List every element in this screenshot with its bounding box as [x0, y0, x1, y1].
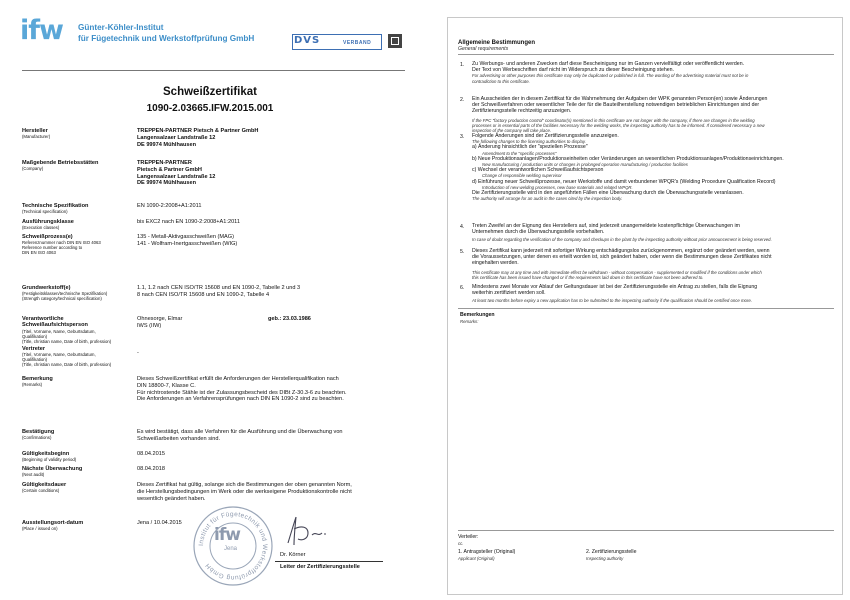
- institute-name-line1: Günter-Köhler-Institut: [78, 23, 164, 32]
- signatory-name: Dr. Körner: [280, 552, 306, 558]
- stamp-ifw: ifw: [214, 525, 240, 545]
- welding-supervisor-value: Ohnesorge, Elmar IWS (IIW): [137, 316, 183, 329]
- base-material-value: 1.1, 1.2 nach CEN ISO/TR 15608 und EN 1090-2, Tabelle 2 und 3 8 nach CEN ISO/TR 15608 und EN 1090-2, Tabelle 4: [137, 285, 301, 298]
- label-execution-class: Ausführungsklasse (Execution classes): [22, 219, 74, 231]
- label-manufacturer: Hersteller (Manufacturer): [22, 128, 51, 140]
- label-place-date: Ausstellungsort-datum (Place / issued on): [22, 520, 84, 532]
- validity-start-value: 08.04.2015: [137, 451, 165, 457]
- deputy-value: -: [137, 350, 139, 356]
- label-welding-processes: Schweißprozess(e) Referenznummer nach DIN EN ISO 4063 Reference number according to DIN EN ISO 4063: [22, 234, 101, 256]
- stamp-city: Jena: [224, 546, 238, 552]
- company-value: TREPPEN-PARTNER Pietsch & Partner GmbH Langensalzaer Landstraße 12 DE 99974 Mühlhausen: [137, 160, 216, 187]
- ifw-logo: ifw: [20, 15, 63, 46]
- distribution-authority-en: Inspecting authority: [586, 556, 624, 561]
- label-technical-specification: Technische Spezifikation (Technical specification): [22, 203, 89, 215]
- certificate-page: ifw Günter-Köhler-Institut für Fügetechnik und Werkstoffprüfung GmbH DVS VERBAND Schweißzertifikat 1090-2.03665.IFW.2015.001 Hersteller (Manufacturer) TREPPEN-PARTNER Pietsch & Partner GmbH Langensalzaer Landstraße 12 DE 99974 Mühlhausen Maßgebende Betriebsstätten (Company) TREPPEN-PARTNER Pietsch & Partner GmbH Langensalzaer Landstraße 12 DE 99974 Mühlhausen Technische Spezifikation (Technical specification) EN 1090-2:2008+A1:2011 Ausführungsklasse (Execution classes) bis EXC2 nach EN 1090-2:2008+A1:2011 Schweißprozess(e) Referenznummer nach DIN EN ISO 4063 Reference number according to DIN EN ISO 4063 135 - Metall-Aktivgasschweißen (MAG) 141 - Wolfram-Inertgasschweißen (WIG) Grundwerkstoff(e) (Festigkeitsklassen/technische Spezifikation) (Strength category/technical specification) 1.1, 1.2 nach CEN ISO/TR 15608 und EN 1090-2, Tabelle 2 und 3 8 nach CEN ISO/TR 15608 und EN 1090-2, Tabelle 4 Verantwortliche Schweißaufsichtsperson (Titel, Vorname, Name, Geburtsdatum, Qualifikation) (Title, christian name, Date of birth, profession) Ohnesorge, Elmar IWS (IIW) geb.: 23.03.1986 Vertreter (Titel, Vorname, Name, Geburtsdatum, Qualifikation) (Title, christian name, Date of birth, profession) - Bemerkung (Remarks) Dieses Schweißzertifikat erfüllt die Anforderungen der Herstellerqualifikation nach DIN 18800-7, Klasse C. Für nichtrostende Stähle ist der Zulassungsbescheid des DIBt Z-30.3-6 zu beachten. Die Anforderungen an Verfahrensprüfungen nach DIN EN 1090-2 sind zu beachten. Bestätigung (Confirmations) Es wird bestätigt, dass alle Verfahren für die Ausführung und die Überwachung von Schweißarbeiten vorhanden sind. Gültigkeitsbeginn (Beginning of validity period) 08.04.2015 Nächste Überwachung (Next audit) 08.04.2018 Gültigkeitsdauer (Certain conditions) Dieses Zertifikat hat gültig, solange sich die Bestimmungen der oben genannten Norm, die Herstellungsbedingungen im Werk oder die werkseigene Produktionskontrolle nicht wesentlich geändert haben. Ausstellungsort-datum (Place / issued on) Jena / 10.04.2015 Institut für Fügetechnik und Werkstoffprüfung GmbH ifw Jena Dr. Körner Leiter der Zertifizierungsstelle: [0, 0, 420, 600]
- remarks-heading: Bemerkungen: [460, 312, 495, 318]
- requirements-heading-en: General requirements: [458, 46, 509, 52]
- label-validity-start: Gültigkeitsbeginn (Beginning of validity period): [22, 451, 77, 463]
- certificate-title: Schweißzertifikat: [163, 86, 257, 98]
- distribution-authority: 2. Zertifizierungsstelle: [586, 549, 637, 555]
- signature-mark: [282, 513, 332, 549]
- requirements-heading: Allgemeine Bestimmungen: [458, 40, 536, 46]
- next-audit-value: 08.04.2018: [137, 466, 165, 472]
- validity-duration-value: Dieses Zertifikat hat gültig, solange sich die Bestimmungen der oben genannten Norm, die Herstellungsbedingungen im Werk oder die werkseigene Produktionskontrolle nicht wesentlich geändert haben.: [137, 482, 352, 502]
- svg-text:Institut für Fügetechnik und W: Institut für Fügetechnik und Werkstoffprüfung GmbH: [197, 510, 269, 582]
- label-welding-supervisor: Verantwortliche Schweißaufsichtsperson (Titel, Vorname, Name, Geburtsdatum, Qualifikation) (Title, christian name, Date of birth, profession): [22, 316, 112, 344]
- distribution-applicant: 1. Antragsteller (Original): [458, 549, 516, 555]
- remarks-heading-en: Remarks:: [460, 319, 479, 324]
- label-remarks: Bemerkung (Remarks): [22, 376, 53, 388]
- requirement-1: Zu Werbungs- und anderen Zwecken darf diese Bescheinigung nur im Ganzen vervielfältigt oder veröffentlicht werden. Der Text von Werbeschriften darf nicht im Widerspruch zu dieser Bescheinigung stehen. For advertising or other purposes this certificate may only be duplicated or published in full. The wording of the advertising material must not be in contradiction to this certificate.: [472, 61, 749, 84]
- requirement-2: Ein Ausscheiden der in diesem Zertifikat für die Wahrnehmung der Aufgaben der WPK genannten Person(en) sowie Änderungen der Schweißverfahren oder wesentlicher Teile der für die Bauteilherstellung notwendigen betrieblichen Einrichtungen sind der Zertifizierungsstelle rechtzeitig anzuzeigen. If the FPC "factory production control" coordinator(s) mentioned in this certificate are not longer with the company, if there are changes in the welding processes or in essential parts of the facilities necessary for the welding works, the inspecting authority has to be informed. If considered necessary a new inspection of the company will take place.: [472, 96, 768, 134]
- distribution-label: Verteiler:: [458, 534, 479, 540]
- execution-class-value: bis EXC2 nach EN 1090-2:2008+A1:2011: [137, 219, 240, 225]
- general-requirements-page: Allgemeine Bestimmungen General requirements 1. Zu Werbungs- und anderen Zwecken darf diese Bescheinigung nur im Ganzen vervielfältigt oder veröffentlicht werden. Der Text von Werbeschriften darf nicht im Widerspruch zu dieser Bescheinigung stehen. For advertising or other purposes this certificate may only be duplicated or published in full. The wording of the advertising material must not be in contradiction to this certificate. 2. Ein Ausscheiden der in diesem Zertifikat für die Wahrnehmung der Aufgaben der WPK genannten Person(en) sowie Änderungen der Schweißverfahren oder wesentlicher Teile der für die Bauteilherstellung notwendigen betrieblichen Einrichtungen sind der Zertifizierungsstelle rechtzeitig anzuzeigen. If the FPC "factory production control" coordinator(s) mentioned in this certificate are not longer with the company, if there are changes in the welding processes or in essential parts of the facilities necessary for the welding works, the inspecting authority has to be informed. If considered necessary a new inspection of the company will take place. 3. Folgende Änderungen sind der Zertifizierungsstelle anzuzeigen. The following changes to the licensing authorities to display. a) Änderung hinsichtlich der "speziellen Prozesse" Amendment to the "specific processes" b) Neue Produktionsanlagen/Produktionseinheiten oder Veränderungen an wesentlichen Produktionsanlagen/Produktionseinrichtungen. New manufacturing / production units or changes in prolonged operation manufacturing / production facilities c) Wechsel der verantwortlichen Schweißaufsichtsperson Change of responsible welding supervisor d) Einführung neuer Schweißprozesse, neuer Werkstoffe und damit verbundener WPQR's (Welding Procedure Qualification Record) Introduction of new welding processes, new base materials and related WPQR. Die Zertifizierungsstelle wird in den angeführten Fällen eine Überwachung durch die Überwachungsstelle veranlassen. The authority will arrange for an audit in the cases cited by the inspection body. 4. Treten Zweifel an der Eignung des Herstellers auf, sind jederzeit unangemeldete kostenpflichtige Überwachungen im Unternehmen durch die Überwachungsstelle vorbehalten. In case of doubt regarding the verification of the company and checkups in the plant by the inspecting authority without prior announcement is being reserved. 5. Dieses Zertifikat kann jederzeit mit sofortiger Wirkung entschädigungslos zurückgenommen, ergänzt oder geändert werden, wenn die Voraussetzungen, unter denen es erteilt worden ist, sich geändert haben, oder wenn die Bestimmungen diese Zertifikates nicht eingehalten werden. This certificate may at any time and with immediate effect be withdrawn - without compensation - supplemented or modified if the conditions under which this certificate has been issued have changed or if the requirements laid down in this certificate have not been adhered to. 6. Mindestens zwei Monate vor Ablauf der Geltungsdauer ist bei der Zertifizierungsstelle ein Antrag zu stellen, falls die Eignung weiterhin zertifiziert werden soll. At least two months before expiry a new application has to be submitted to the inspecting authority if the qualification should be certified once more. Bemerkungen Remarks: Verteiler: cc. 1. Antragsteller (Original) Applicant (Original) 2. Zertifizierungsstelle Inspecting authority: [447, 17, 843, 595]
- distribution-cc: cc.: [458, 541, 464, 546]
- signatory-role: Leiter der Zertifizierungsstelle: [280, 564, 360, 570]
- confirmation-value: Es wird bestätigt, dass alle Verfahren für die Ausführung und die Überwachung von Schweißarbeiten vorhanden sind.: [137, 429, 343, 442]
- welding-processes-value: 135 - Metall-Aktivgasschweißen (MAG) 141 - Wolfram-Inertgasschweißen (WIG): [137, 234, 238, 247]
- requirement-5: Dieses Zertifikat kann jederzeit mit sofortiger Wirkung entschädigungslos zurückgenommen, ergänzt oder geändert werden, wenn die Voraussetzungen, unter denen es erteilt worden ist, sich geändert haben, oder wenn die Bestimmungen diese Zertifikates nicht eingehalten werden. This certificate may at any time and with immediate effect be withdrawn - without compensation - supplemented or modified if the conditions under which this certificate has been issued have changed or if the requirements laid down in this certificate have not been adhered to.: [472, 248, 772, 280]
- manufacturer-value: TREPPEN-PARTNER Pietsch & Partner GmbH Langensalzaer Landstraße 12 DE 99974 Mühlhausen: [137, 128, 259, 148]
- institute-name-line2: für Fügetechnik und Werkstoffprüfung GmbH: [78, 34, 255, 43]
- requirement-6: Mindestens zwei Monate vor Ablauf der Geltungsdauer ist bei der Zertifizierungsstelle ein Antrag zu stellen, falls die Eignung weiterhin zertifiziert werden soll. At least two months before expiry a new application has to be submitted to the inspecting authority if the qualification should be certified once more.: [472, 284, 758, 304]
- label-company: Maßgebende Betriebsstätten (Company): [22, 160, 99, 172]
- supervisor-birthdate: geb.: 23.03.1986: [268, 316, 311, 322]
- place-date-value: Jena / 10.04.2015: [137, 520, 182, 526]
- remarks-value: Dieses Schweißzertifikat erfüllt die Anforderungen der Herstellerqualifikation nach DIN 18800-7, Klasse C. Für nichtrostende Stähle ist der Zulassungsbescheid des DIBt Z-30.3-6 zu beachten. Die Anforderungen an Verfahrensprüfungen nach DIN EN 1090-2 sind zu beachten.: [137, 376, 347, 403]
- label-confirmation: Bestätigung (Confirmations): [22, 429, 55, 441]
- label-next-audit: Nächste Überwachung (Next audit): [22, 466, 83, 478]
- distribution-applicant-en: Applicant (Original): [458, 556, 495, 561]
- label-deputy: Vertreter (Titel, Vorname, Name, Geburtsdatum, Qualifikation) (Title, christian name, Date of birth, profession): [22, 346, 112, 368]
- technical-specification-value: EN 1090-2:2008+A1:2011: [137, 203, 202, 209]
- requirement-3: Folgende Änderungen sind der Zertifizierungsstelle anzuzeigen. The following changes to the licensing authorities to display. a) Änderung hinsichtlich der "speziellen Prozesse" Amendment to the "specific processes" b) Neue Produktionsanlagen/Produktionseinheiten oder Veränderungen an wesentlichen Produktionsanlagen/Produktionseinrichtungen. New manufacturing / production units or changes in prolonged operation manufacturing / production facilities c) Wechsel der verantwortlichen Schweißaufsichtsperson Change of responsible welding supervisor d) Einführung neuer Schweißprozesse, neuer Werkstoffe und damit verbundener WPQR's (Welding Procedure Qualification Record) Introduction of new welding processes, new base materials and related WPQR. Die Zertifizierungsstelle wird in den angeführten Fällen eine Überwachung durch die Überwachungsstelle veranlassen. The authority will arrange for an audit in the cases cited by the inspection body.: [472, 133, 784, 202]
- certificate-number: 1090-2.03665.IFW.2015.001: [146, 103, 274, 114]
- requirement-4: Treten Zweifel an der Eignung des Herstellers auf, sind jederzeit unangemeldete kostenpflichtige Überwachungen im Unternehmen durch die Überwachungsstelle vorbehalten. In case of doubt regarding the verification of the company and checkups in the plant by the inspecting authority without prior announcement is being reserved.: [472, 223, 772, 243]
- label-base-material: Grundwerkstoff(e) (Festigkeitsklassen/technische Spezifikation) (Strength category/technical specification): [22, 285, 108, 302]
- label-validity-duration: Gültigkeitsdauer (Certain conditions): [22, 482, 67, 494]
